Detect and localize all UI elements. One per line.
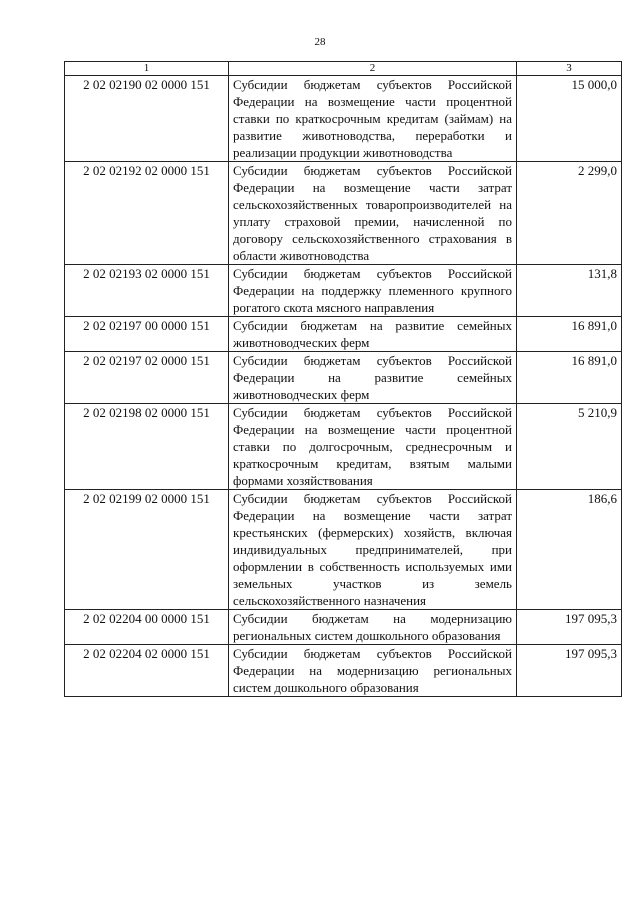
row-amount: 5 210,9 — [517, 404, 622, 490]
table-row — [65, 404, 622, 490]
row-description: Субсидии бюджетам субъектов Российской Федерации на возмещение части процентной ставки по долгосрочным, среднесрочным и краткосрочным кредитам, взятым малыми формами хозяйствования — [229, 404, 517, 490]
row-amount: 15 000,0 — [517, 76, 622, 162]
row-description: Субсидии бюджетам субъектов Российской Федерации на модернизацию региональных систем дошкольного образования — [229, 645, 517, 697]
row-amount: 16 891,0 — [517, 352, 622, 404]
budget-table — [64, 61, 622, 697]
budget-code: 2 02 02198 02 0000 151 — [65, 404, 229, 490]
table-row — [65, 610, 622, 645]
page-number: 28 — [314, 36, 326, 48]
table-row — [65, 352, 622, 404]
row-amount: 131,8 — [517, 265, 622, 317]
row-description: Субсидии бюджетам субъектов Российской Федерации на развитие семейных животноводческих ферм — [229, 352, 517, 404]
row-amount: 2 299,0 — [517, 162, 622, 265]
row-amount: 16 891,0 — [517, 317, 622, 352]
table-row — [65, 490, 622, 610]
row-amount: 197 095,3 — [517, 645, 622, 697]
budget-code: 2 02 02197 00 0000 151 — [65, 317, 229, 352]
table-row — [65, 162, 622, 265]
budget-code: 2 02 02197 02 0000 151 — [65, 352, 229, 404]
table-row — [65, 265, 622, 317]
row-amount: 197 095,3 — [517, 610, 622, 645]
budget-code: 2 02 02190 02 0000 151 — [65, 76, 229, 162]
table-row — [65, 76, 622, 162]
table-row — [65, 645, 622, 697]
row-description: Субсидии бюджетам субъектов Российской Федерации на возмещение части процентной ставки по краткосрочным кредитам (займам) на развитие животноводства, переработки и реализации продукции животноводства — [229, 76, 517, 162]
table-row — [65, 317, 622, 352]
column-header-1: 1 — [65, 62, 229, 76]
row-description: Субсидии бюджетам субъектов Российской Федерации на возмещение части затрат сельскохозяйственных товаропроизводителей на уплату страховой премии, начисленной по договору сельскохозяйственного страхования в области животноводства — [229, 162, 517, 265]
column-header-2: 2 — [229, 62, 517, 76]
row-description: Субсидии бюджетам субъектов Российской Федерации на поддержку племенного крупного рогатого скота мясного направления — [229, 265, 517, 317]
row-amount: 186,6 — [517, 490, 622, 610]
budget-code: 2 02 02204 02 0000 151 — [65, 645, 229, 697]
header-row — [65, 62, 622, 76]
budget-code: 2 02 02199 02 0000 151 — [65, 490, 229, 610]
budget-code: 2 02 02204 00 0000 151 — [65, 610, 229, 645]
budget-code: 2 02 02192 02 0000 151 — [65, 162, 229, 265]
column-header-3: 3 — [517, 62, 622, 76]
budget-code: 2 02 02193 02 0000 151 — [65, 265, 229, 317]
row-description: Субсидии бюджетам на развитие семейных животноводческих ферм — [229, 317, 517, 352]
row-description: Субсидии бюджетам субъектов Российской Федерации на возмещение части затрат крестьянских (фермерских) хозяйств, включая индивидуальных предпринимателей, при оформлении в собственность используемых ими земельных участков из земель сельскохозяйственного назначения — [229, 490, 517, 610]
row-description: Субсидии бюджетам на модернизацию региональных систем дошкольного образования — [229, 610, 517, 645]
